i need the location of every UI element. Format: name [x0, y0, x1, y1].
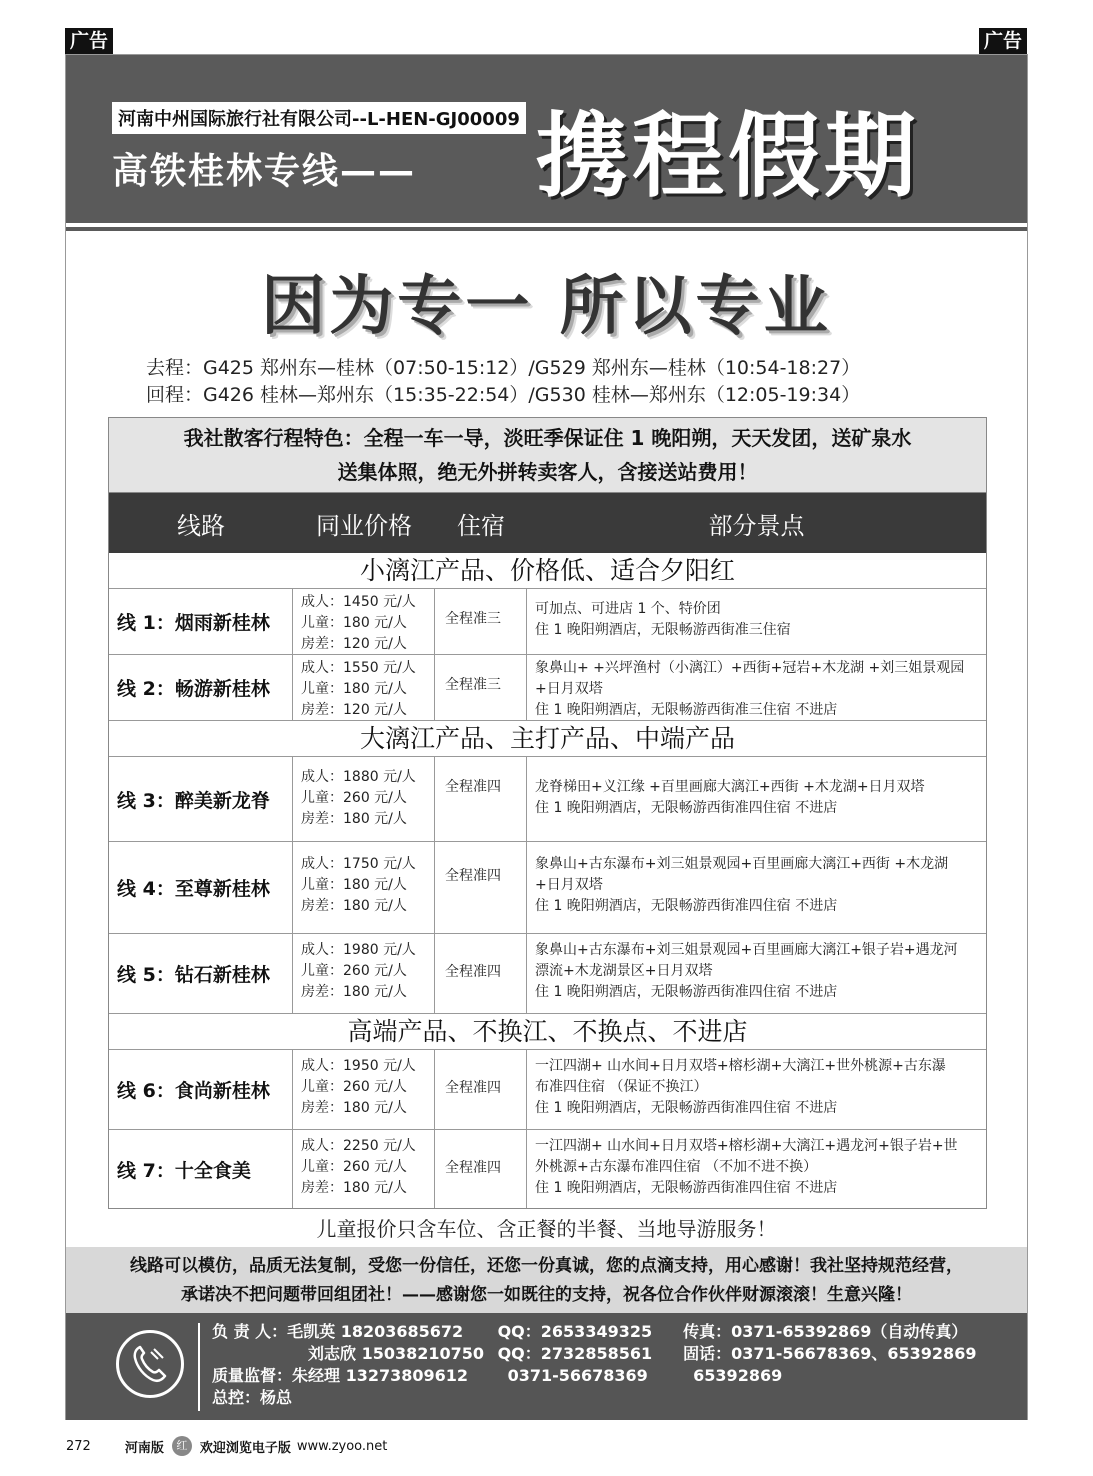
spots-line: 住 1 晚阳朔酒店，无限畅游西街准四住宿 不进店	[535, 898, 838, 914]
route-price	[293, 589, 435, 654]
spots-line: 住 1 晚阳朔酒店，无限畅游西街准三住宿	[535, 622, 791, 638]
price-room: 房差：180 元/人	[301, 1100, 407, 1116]
child-price-note: 儿童报价只含车位、含正餐的半餐、当地导游服务！	[316, 1217, 777, 1241]
route-price	[293, 1050, 435, 1129]
promise-line-1: 线路可以模仿，品质无法复制，受您一份信任，还您一份真诚，您的点滴支持，用心感谢！我社坚持规范经营，	[130, 1256, 963, 1276]
route-spots	[527, 1050, 986, 1129]
train-outbound: 去程：G425 郑州东—桂林（07:50-15:12）/G529 郑州东—桂林（10:54-18:27）	[146, 357, 861, 379]
website-url[interactable]: www.zyoo.net	[296, 1438, 388, 1454]
price-child: 儿童：260 元/人	[301, 1159, 407, 1175]
contact-divider	[198, 1323, 200, 1411]
price-adult: 成人：1550 元/人	[301, 660, 416, 676]
spots-line: 布准四住宿 （保证不换江）	[535, 1079, 708, 1095]
route-hotel: 全程准四	[435, 1130, 527, 1208]
route-table	[108, 417, 987, 1209]
price-room: 房差：180 元/人	[301, 811, 407, 827]
table-row	[109, 1050, 986, 1130]
header-hotel: 住宿	[457, 511, 505, 540]
route-price	[293, 934, 435, 1013]
spots-line: 住 1 晚阳朔酒店，无限畅游西街准四住宿 不进店	[535, 800, 838, 816]
price-room: 房差：180 元/人	[301, 898, 407, 914]
contact-manager-2: 刘志欣 15038210750	[308, 1344, 485, 1363]
contact-tel-1: 0371-56678369	[507, 1366, 648, 1385]
spots-line: 一江四湖+ 山水间+日月双塔+榕杉湖+大漓江+世外桃源+古东瀑	[535, 1058, 946, 1074]
contact-quality: 质量监督：朱经理 13273809612	[212, 1366, 469, 1385]
spots-line: 外桃源+古东瀑布准四住宿 （不加不进不换）	[535, 1159, 818, 1175]
route-hotel: 全程准四	[435, 757, 527, 841]
route-price	[293, 757, 435, 841]
section-title: 高端产品、不换江、不换点、不进店	[109, 1014, 986, 1050]
feature-line-2: 送集体照，绝无外拼转卖客人，含接送站费用！	[337, 460, 758, 484]
feature-line-1: 我社散客行程特色：全程一车一导，淡旺季保证住 1 晚阳朔，天天发团，送矿泉水	[183, 426, 912, 450]
spots-line: 龙脊梯田+义江缘 +百里画廊大漓江+西街 +木龙湖+日月双塔	[535, 779, 925, 795]
train-schedule	[146, 355, 1026, 409]
route-name: 线 3：醉美新龙脊	[109, 757, 293, 841]
price-room: 房差：120 元/人	[301, 702, 407, 718]
contact-info	[212, 1321, 976, 1409]
contact-panel	[66, 1313, 1027, 1420]
contact-controller: 总控：杨总	[212, 1388, 293, 1407]
price-child: 儿童：180 元/人	[301, 681, 407, 697]
route-hotel: 全程准四	[435, 842, 527, 933]
section-title: 小漓江产品、价格低、适合夕阳红	[109, 553, 986, 589]
edition-seal: 红	[172, 1436, 192, 1456]
table-row	[109, 589, 986, 655]
spots-line: 象鼻山+古东瀑布+刘三姐景观园+百里画廊大漓江+银子岩+遇龙河	[535, 942, 958, 958]
slogan: 因为专一 所以专业	[261, 270, 832, 344]
route-name: 线 5：钻石新桂林	[109, 934, 293, 1013]
contact-qq-1: QQ：2653349325	[497, 1322, 653, 1341]
route-name: 线 1：烟雨新桂林	[109, 589, 293, 654]
promise-line-2: 承诺决不把问题带回组团社！——感谢您一如既往的支持，祝各位合作伙伴财源滚滚！生意兴隆！	[181, 1285, 912, 1305]
table-row	[109, 757, 986, 842]
price-adult: 成人：1450 元/人	[301, 594, 416, 610]
price-child: 儿童：180 元/人	[301, 877, 407, 893]
table-row	[109, 842, 986, 934]
train-return: 回程：G426 桂林—郑州东（15:35-22:54）/G530 桂林—郑州东（12:05-19:34）	[146, 384, 861, 406]
route-title: 高铁桂林专线——	[112, 151, 417, 192]
price-adult: 成人：2250 元/人	[301, 1138, 416, 1154]
spots-line: 漂流+木龙湖景区+日月双塔	[535, 963, 713, 979]
route-price	[293, 842, 435, 933]
price-child: 儿童：260 元/人	[301, 790, 407, 806]
edition-label: 河南版	[124, 1440, 164, 1456]
promise-banner	[66, 1247, 1027, 1313]
page-footer	[66, 1436, 387, 1456]
header-spots: 部分景点	[708, 511, 805, 540]
spots-line: 住 1 晚阳朔酒店，无限畅游西街准四住宿 不进店	[535, 1180, 838, 1196]
route-hotel: 全程准四	[435, 1050, 527, 1129]
welcome-text: 欢迎浏览电子版	[199, 1440, 291, 1456]
header-route: 线路	[177, 511, 225, 540]
phone-icon	[116, 1330, 184, 1398]
route-spots	[527, 842, 986, 933]
license-label: 河南中州国际旅行社有限公司--L-HEN-GJ00009	[112, 102, 526, 134]
table-row	[109, 655, 986, 721]
price-room: 房差：180 元/人	[301, 984, 407, 1000]
header-divider	[66, 223, 1027, 231]
price-child: 儿童：180 元/人	[301, 615, 407, 631]
price-adult: 成人：1950 元/人	[301, 1058, 416, 1074]
route-spots	[527, 589, 986, 654]
price-room: 房差：180 元/人	[301, 1180, 407, 1196]
header-banner	[66, 55, 1027, 223]
route-hotel: 全程准四	[435, 934, 527, 1013]
route-spots	[527, 1130, 986, 1208]
contact-landline: 固话：0371-56678369、65392869	[683, 1344, 977, 1363]
route-spots	[527, 934, 986, 1013]
contact-fax: 传真：0371-65392869（自动传真）	[683, 1322, 968, 1341]
route-hotel: 全程准三	[435, 655, 527, 720]
spots-line: +日月双塔	[535, 681, 603, 697]
spots-line: 象鼻山+ +兴坪渔村（小漓江）+西街+冠岩+木龙湖 +刘三姐景观园	[535, 660, 965, 676]
price-adult: 成人：1750 元/人	[301, 856, 416, 872]
spots-line: 可加点、可进店 1 个、特价团	[535, 601, 721, 617]
contact-manager: 负 责 人：毛凯英 18203685672	[212, 1322, 464, 1341]
table-header	[109, 493, 986, 553]
spots-line: 住 1 晚阳朔酒店，无限畅游西街准四住宿 不进店	[535, 1100, 838, 1116]
contact-qq-2: QQ：2732858561	[497, 1344, 653, 1363]
ad-tag-left: 广告	[65, 28, 113, 54]
table-row	[109, 934, 986, 1014]
contact-tel-2: 65392869	[693, 1366, 783, 1385]
price-adult: 成人：1980 元/人	[301, 942, 416, 958]
spots-line: +日月双塔	[535, 877, 603, 893]
spots-line: 住 1 晚阳朔酒店，无限畅游西街准四住宿 不进店	[535, 984, 838, 1000]
header-price: 同业价格	[316, 511, 412, 540]
feature-banner	[109, 418, 986, 493]
spots-line: 住 1 晚阳朔酒店，无限畅游西街准三住宿 不进店	[535, 702, 838, 718]
ad-frame	[65, 54, 1028, 1420]
spots-line: 一江四湖+ 山水间+日月双塔+榕杉湖+大漓江+遇龙河+银子岩+世	[535, 1138, 958, 1154]
page-number: 272	[66, 1438, 91, 1454]
route-price	[293, 655, 435, 720]
brand-title: 携程假期	[536, 102, 921, 210]
ad-tag-right: 广告	[979, 28, 1027, 54]
table-row	[109, 1130, 986, 1208]
route-spots	[527, 655, 986, 720]
price-child: 儿童：260 元/人	[301, 963, 407, 979]
route-price	[293, 1130, 435, 1208]
route-spots	[527, 757, 986, 841]
route-name: 线 7：十全食美	[109, 1130, 293, 1208]
price-room: 房差：120 元/人	[301, 636, 407, 652]
route-hotel: 全程准三	[435, 589, 527, 654]
spots-line: 象鼻山+古东瀑布+刘三姐景观园+百里画廊大漓江+西街 +木龙湖	[535, 856, 949, 872]
route-name: 线 4：至尊新桂林	[109, 842, 293, 933]
price-child: 儿童：260 元/人	[301, 1079, 407, 1095]
price-adult: 成人：1880 元/人	[301, 769, 416, 785]
route-name: 线 6：食尚新桂林	[109, 1050, 293, 1129]
section-title: 大漓江产品、主打产品、中端产品	[109, 721, 986, 757]
route-name: 线 2：畅游新桂林	[109, 655, 293, 720]
